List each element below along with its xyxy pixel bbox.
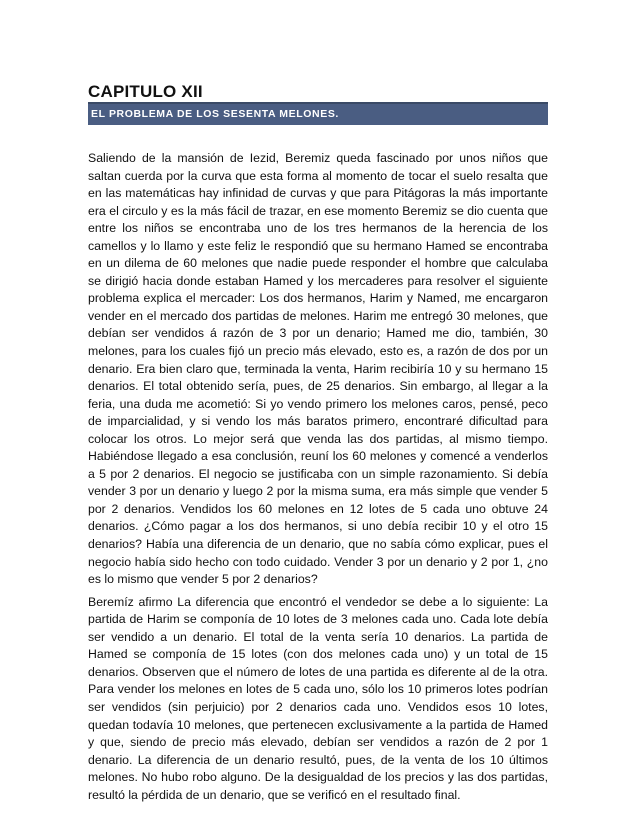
section-title-bar xyxy=(88,104,548,125)
paragraph: Saliendo de la mansión de Iezid, Beremiz queda fascinado por unos niños que saltan cuerda por la curva que esta forma al momento de tocar el suelo resalta que en las matemáticas hay infinidad de curvas y que para Pitágoras la más importante era el circulo y es la más fácil de trazar, en ese momento Beremiz se dio cuenta que entre los niños se encontraba uno de los tres hermanos de la herencia de los camellos y lo llamo y este feliz le respondió que su hermano Hamed se encontraba en un dilema de 60 melones que nadie puede responder el hombre que calculaba se dirigió hacia donde estaban Hamed y los mercaderes para resolver el siguiente problema explica el mercader: Los dos hermanos, Harim y Named, me encargaron vender en el mercado dos partidas de melones. Harim me entregó 30 melones, que debían ser vendidos á razón de 3 por un denario; Hamed me dio, también, 30 melones, para los cuales fijó un precio más elevado, esto es, a razón de dos por un denario. Era bien claro que, terminada la venta, Harim recibiría 10 y su hermano 15 denarios. El total obtenido sería, pues, de 25 denarios. Sin embargo, al llegar a la feria, una duda me acometió: Si yo vendo primero los melones caros, pensé, peco de imparcialidad, y si vendo los más baratos primero, encontraré dificultad para colocar los otros. Lo mejor será que venda las dos partidas, al mismo tiempo. Habiéndose llegado a esa conclusión, reuní los 60 melones y comencé a venderlos a 5 por 2 denarios. El negocio se justificaba con un simple razonamiento. Si debía vender 3 por un denario y luego 2 por la misma suma, era más simple que vender 5 por 2 denarios. Vendidos los 60 melones en 12 lotes de 5 cada uno obtuve 24 denarios. ¿Cómo pagar a los dos hermanos, si uno debía recibir 10 y el otro 15 denarios? Había una diferencia de un denario, que no sabía cómo explicar, pues el negocio había sido hecho con todo cuidado. Vender 3 por un denario y 2 por 1, ¿no es lo mismo que vender 5 por 2 denarios? xyxy=(88,151,548,587)
chapter-title: CAPITULO XII xyxy=(88,82,203,101)
section-title: EL PROBLEMA DE LOS SESENTA MELONES. xyxy=(91,108,339,120)
paragraph: Beremíz afirmo La diferencia que encontró el vendedor se debe a lo siguiente: La partida de Harim se componía de 10 lotes de 3 melones cada uno. Cada lote debía ser vendido a un denario. El total de la venta sería 10 denarios. La partida de Hamed se componía de 15 lotes (con dos melones cada uno) y un total de 15 denarios. Observen que el número de lotes de una partida es diferente al de la otra. Para vender los melones en lotes de 5 cada uno, sólo los 10 primeros lotes podrían ser vendidos (sin perjuicio) por 2 denarios cada uno. Vendidos esos 10 lotes, quedan todavía 10 melones, que pertenecen exclusivamente a la partida de Hamed y que, siendo de precio más elevado, debían ser vendidos a razón de 2 por 1 denario. La diferencia de un denario resultó, pues, de la venta de los 10 últimos melones. No hubo robo alguno. De la desigualdad de los precios y las dos partidas, resultó la pérdida de un denario, que se verificó en el resultado final. xyxy=(88,594,548,802)
body-text xyxy=(88,150,548,804)
